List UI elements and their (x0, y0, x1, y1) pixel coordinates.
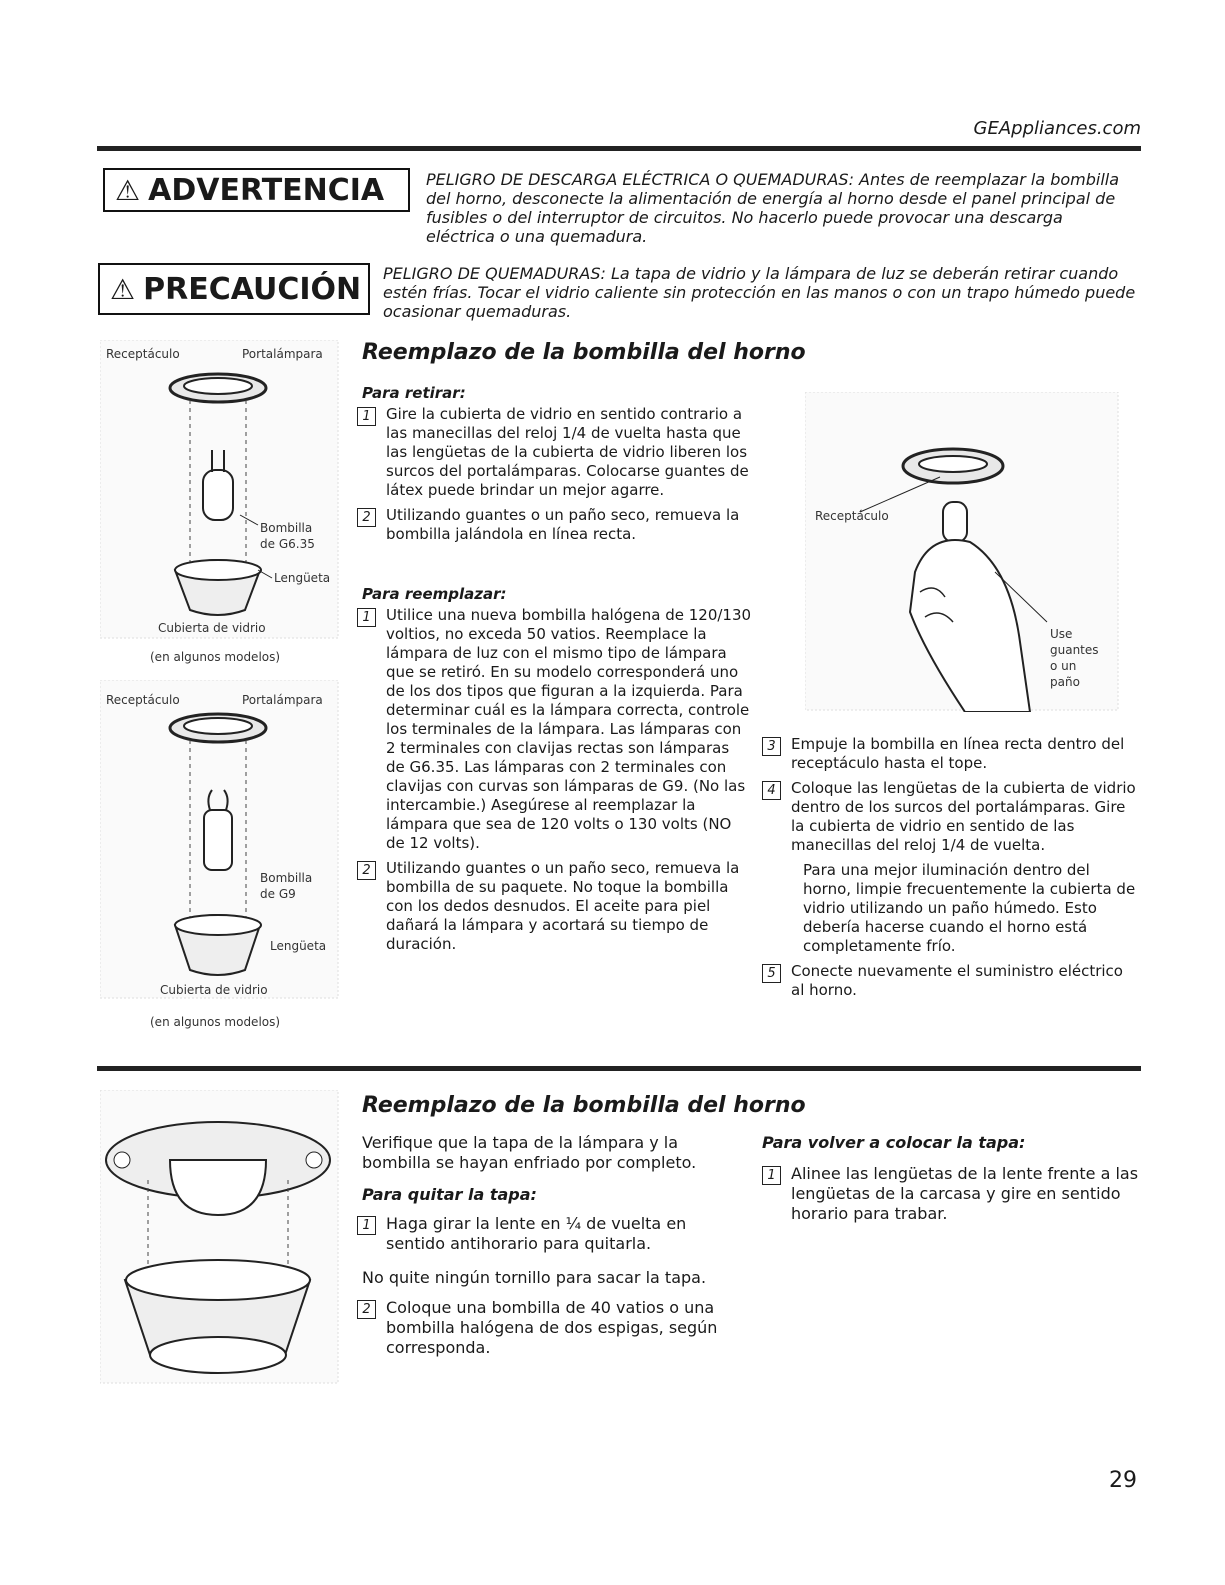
diagram2-bombilla: Bombilla (260, 871, 313, 885)
tornillo-note: No quite ningún tornillo para sacar la tapa. (362, 1268, 707, 1287)
diagram1-portalampara: Portalámpara (242, 347, 323, 361)
step-4 (762, 779, 1137, 855)
diagram2-tipo: de G9 (260, 887, 296, 901)
quitar-heading: Para quitar la tapa: (362, 1185, 537, 1204)
right-steps (762, 735, 1137, 1000)
hand-receptaculo-label: Receptáculo (815, 509, 889, 523)
diagram1-bombilla: Bombilla (260, 521, 313, 535)
step-text: Utilizando guantes o un paño seco, remueva la bombilla de su paquete. No toque la bombilla con los dedos desnudos. El aceite para piel dañará la lámpara y acortará su tiempo de duración. (386, 859, 740, 953)
bulb-diagram-g635 (100, 340, 340, 640)
volver-heading: Para volver a colocar la tapa: (762, 1133, 1026, 1152)
hand-bulb-illustration (805, 392, 1120, 712)
warning-label: ADVERTENCIA (148, 172, 385, 208)
diagram2-receptaculo: Receptáculo (106, 693, 180, 707)
cleaning-note: Para una mejor iluminación dentro del horno, limpie frecuentemente la cubierta de vidrio utilizando un paño húmedo. Esto debería hacerse cuando el horno está completamente frío. (803, 861, 1136, 955)
diagram2-cubierta: Cubierta de vidrio (160, 983, 268, 997)
reemplazar-step-1 (357, 606, 752, 853)
warning-label-box (103, 168, 410, 212)
hand-use-label: Use (1050, 627, 1073, 641)
step-text: Coloque las lengüetas de la cubierta de vidrio dentro de los surcos del portalámparas. Gire la cubierta de vidrio en sentido de las manecillas del reloj 1/4 de vuelta. (791, 779, 1136, 854)
retirar-step-2 (357, 506, 752, 544)
diagram1-cubierta: Cubierta de vidrio (158, 621, 266, 635)
retirar-heading: Para retirar: (362, 384, 466, 402)
step-number: 1 (762, 1166, 781, 1185)
retirar-step-1 (357, 405, 752, 500)
step-number: 2 (357, 508, 376, 527)
step-number: 1 (357, 608, 376, 627)
step-5 (762, 962, 1137, 1000)
warning-text: PELIGRO DE DESCARGA ELÉCTRICA O QUEMADURAS: Antes de reemplazar la bombilla del horno, desconecte la alimentación de energía al horno desde el panel principal de fusibles o del interruptor de circuitos. No hacerlo puede provocar una descarga eléctrica o una quemadura. (426, 170, 1120, 246)
diagram2-caption: (en algunos modelos) (150, 1015, 281, 1029)
site-url: GEAppliances.com (973, 118, 1141, 139)
step-text: Haga girar la lente en ¼ de vuelta en sentido antihorario para quitarla. (386, 1214, 687, 1253)
diagram1-lengueta: Lengüeta (274, 571, 331, 585)
retirar-steps (357, 405, 752, 544)
section1-title: Reemplazo de la bombilla del horno (362, 340, 806, 365)
hand-oun-label: o un (1050, 659, 1077, 673)
step-text: Utilice una nueva bombilla halógena de 120/130 voltios, no exceda 50 vatios. Reemplace la lámpara de luz con el mismo tipo de lámpara que se retiró. En su modelo corresponderá uno de los dos tipos que figuran a la izquierda. Para determinar cuál es la lámpara correcta, controle los terminales de la lámpara. Las lámparas con 2 terminales con clavijas rectas son lámparas de G6.35. Las lámparas con 2 terminales con clavijas con curvas son lámparas de G9. (No las intercambie.) Asegúrese al reemplazar la lámpara que sea de 120 volts o 130 volts (NO de 12 volts). (386, 606, 752, 852)
caution-label: PRECAUCIÓN (143, 271, 362, 307)
warning-triangle-icon: ⚠ (115, 173, 141, 207)
diagram1-receptaculo: Receptáculo (106, 347, 180, 361)
step-text: Conecte nuevamente el suministro eléctrico al horno. (791, 962, 1123, 999)
bulb-diagram-g9 (100, 680, 340, 1000)
step-3 (762, 735, 1137, 773)
middle-rule (97, 1066, 1141, 1071)
dome-lamp-illustration (100, 1090, 340, 1385)
page-number: 29 (1109, 1468, 1137, 1493)
diagram2-lengueta: Lengüeta (270, 939, 327, 953)
quitar-step-1 (357, 1214, 727, 1254)
section2-title: Reemplazo de la bombilla del horno (362, 1093, 806, 1118)
quitar-step-2 (357, 1298, 737, 1358)
reemplazar-step-2 (357, 859, 752, 954)
diagram1-caption: (en algunos modelos) (150, 650, 281, 664)
diagram1-tipo: de G6.35 (260, 537, 315, 551)
step-number: 5 (762, 964, 781, 983)
caution-text: PELIGRO DE QUEMADURAS: La tapa de vidrio y la lámpara de luz se deberán retirar cuando estén frías. Tocar el vidrio caliente sin protección en las manos o con un trapo húmedo puede ocasionar quemaduras. (383, 264, 1136, 321)
step-number: 4 (762, 781, 781, 800)
diagram2-portalampara: Portalámpara (242, 693, 323, 707)
hand-guantes-label: guantes (1050, 643, 1099, 657)
volver-step-1 (762, 1164, 1142, 1224)
reemplazar-heading: Para reemplazar: (362, 585, 507, 603)
section2-intro: Verifique que la tapa de la lámpara y la bombilla se hayan enfriado por completo. (362, 1133, 697, 1172)
step-number: 2 (357, 861, 376, 880)
step-text: Gire la cubierta de vidrio en sentido contrario a las manecillas del reloj 1/4 de vuelta hasta que las lengüetas de la cubierta de vidrio liberen los surcos del portalámparas. Colocarse guantes de látex puede brindar un mejor agarre. (386, 405, 749, 499)
caution-label-box (98, 263, 370, 315)
step-text: Empuje la bombilla en línea recta dentro del receptáculo hasta el tope. (791, 735, 1125, 772)
step-text: Alinee las lengüetas de la lente frente a las lengüetas de la carcasa y gire en sentido horario para trabar. (791, 1164, 1139, 1223)
top-rule (97, 146, 1141, 151)
reemplazar-steps (357, 606, 752, 954)
step-number: 3 (762, 737, 781, 756)
step-number: 2 (357, 1300, 376, 1319)
step-number: 1 (357, 1216, 376, 1235)
step-number: 1 (357, 407, 376, 426)
step-text: Coloque una bombilla de 40 vatios o una bombilla halógena de dos espigas, según corresponda. (386, 1298, 718, 1357)
hand-pano-label: paño (1050, 675, 1080, 689)
step-text: Utilizando guantes o un paño seco, remueva la bombilla jalándola en línea recta. (386, 506, 740, 543)
caution-triangle-icon: ⚠ (110, 272, 136, 306)
